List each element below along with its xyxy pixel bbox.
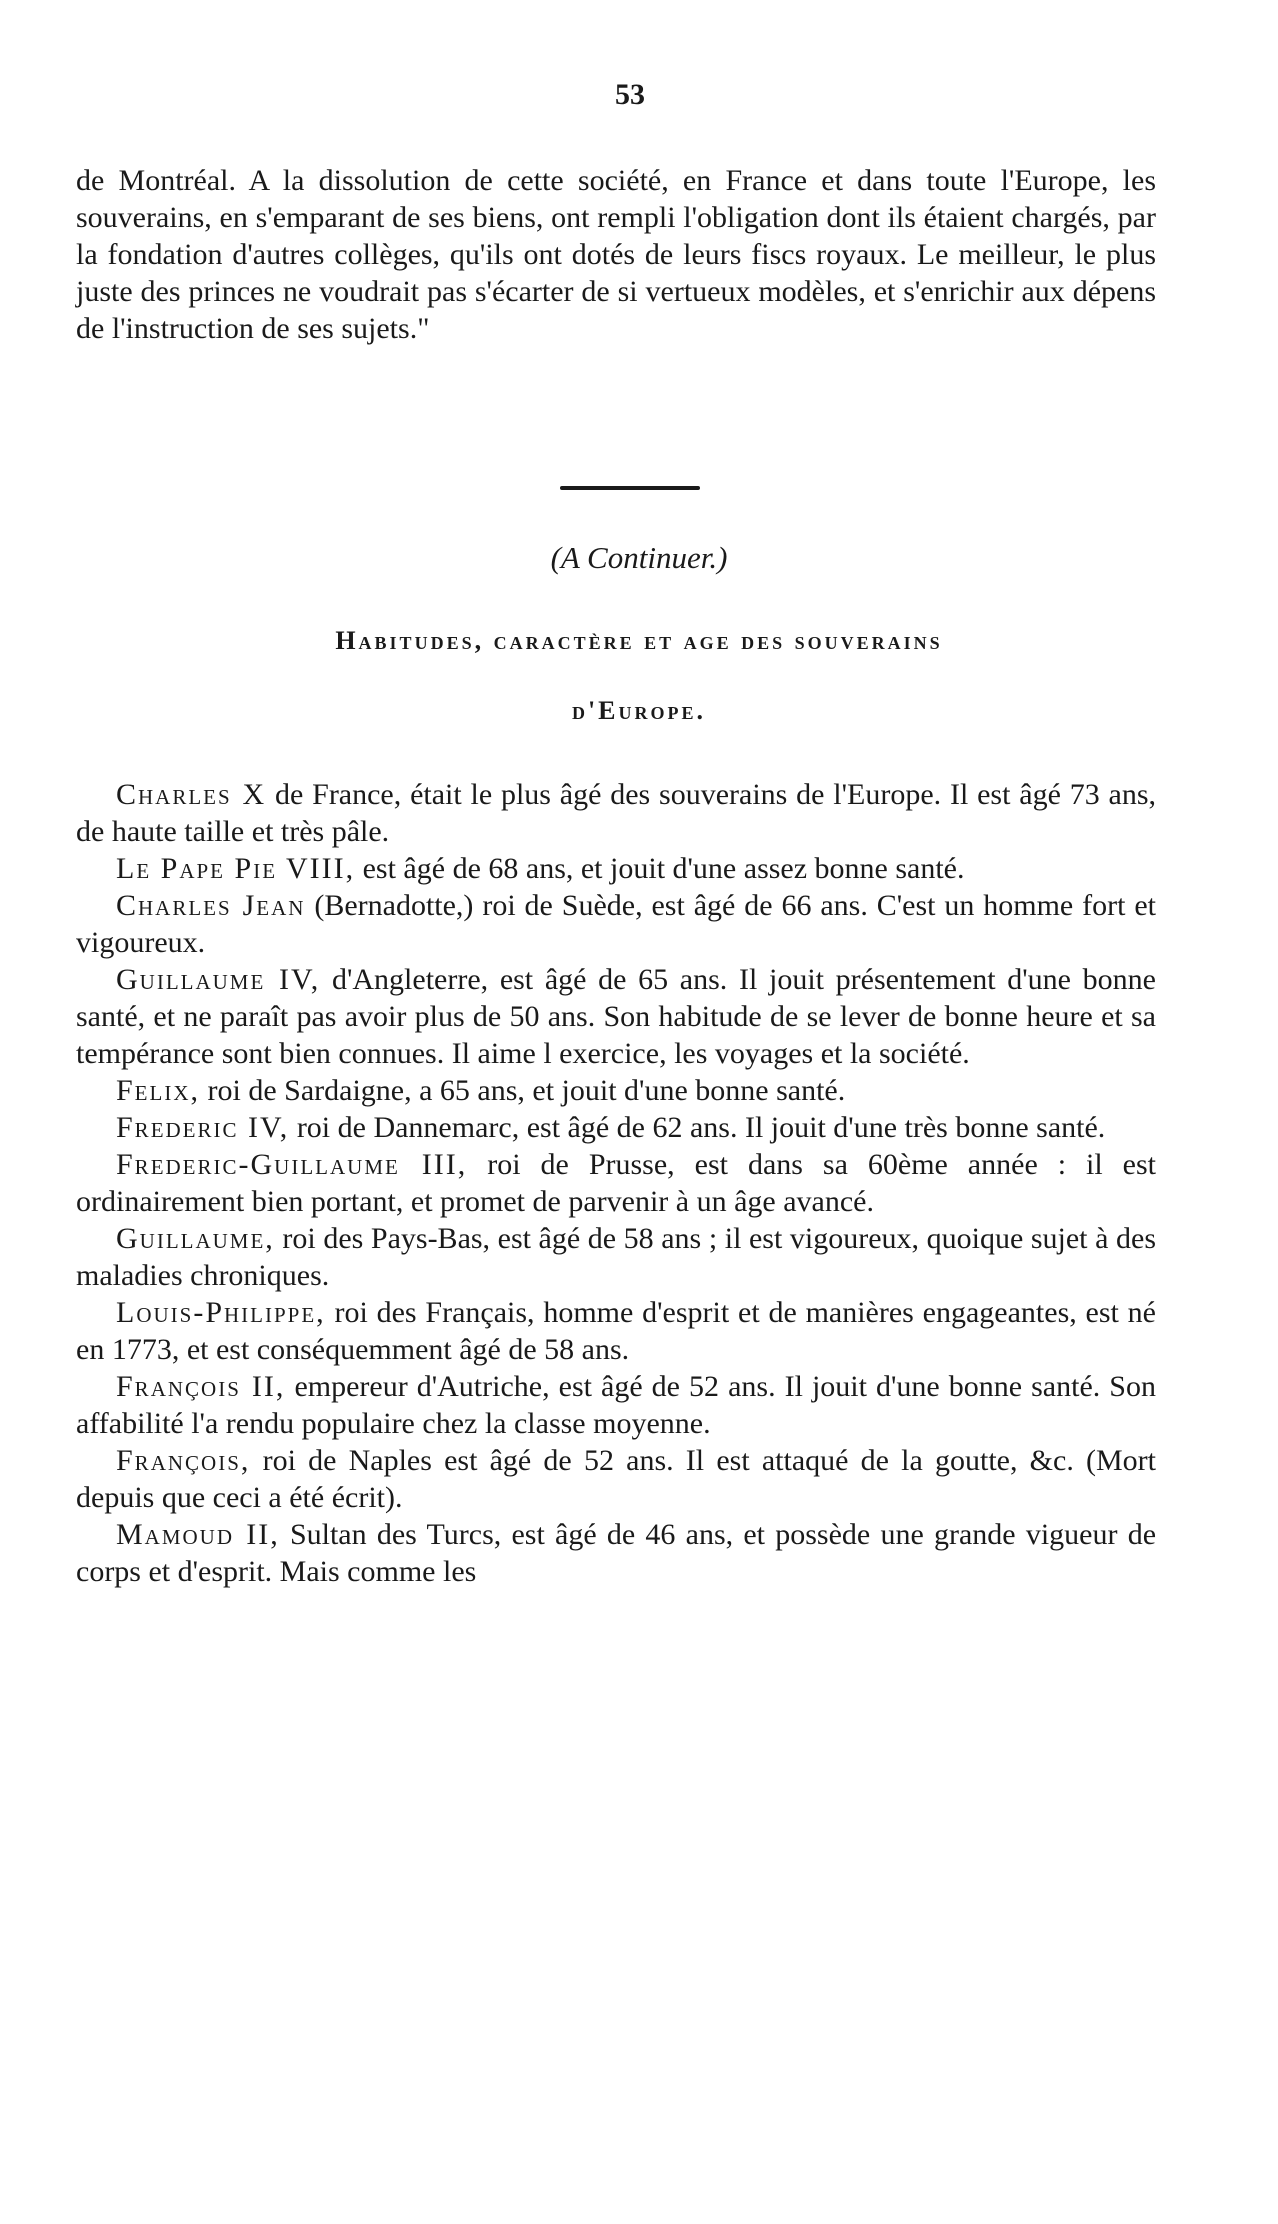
- sovereign-name: François,: [116, 1444, 251, 1477]
- sovereign-description: d'Angleterre, est âgé de 65 ans. Il jouit présentement d'une bonne santé, et ne paraît pas avoir plus de 50 ans. Son habitude de se lever de bonne heure et sa tempérance sont bien connues. Il aime l exercice, les voyages et la société.: [76, 963, 1156, 1070]
- sovereign-name: Guillaume IV,: [116, 963, 321, 996]
- sovereign-entry: [76, 1294, 1156, 1368]
- sovereign-description: roi de Dannemarc, est âgé de 62 ans. Il jouit d'une très bonne santé.: [296, 1111, 1106, 1144]
- sovereign-description: Sultan des Turcs, est âgé de 46 ans, et possède une grande vigueur de corps et d'esprit. Mais comme les: [76, 1518, 1157, 1588]
- sovereign-name: François II,: [116, 1370, 286, 1403]
- sovereign-entry: [76, 1109, 1156, 1146]
- sovereign-name: Le Pape Pie VIII,: [116, 852, 356, 885]
- sovereign-entry: [76, 1442, 1156, 1516]
- sovereign-name: Charles Jean: [116, 889, 306, 922]
- sovereign-name: Louis-Philippe,: [116, 1296, 326, 1329]
- sovereign-entry: [76, 776, 1156, 850]
- sovereign-entry: [76, 1220, 1156, 1294]
- sovereign-entry: [76, 1146, 1156, 1220]
- sovereign-entry: [76, 887, 1156, 961]
- sovereign-description: roi des Pays-Bas, est âgé de 58 ans ; il est vigoureux, quoique sujet à des maladies chroniques.: [76, 1222, 1156, 1292]
- page-number: 53: [615, 78, 645, 111]
- sovereign-name: Frederic IV,: [116, 1111, 290, 1144]
- sovereign-name: Frederic-Guillaume III,: [116, 1148, 468, 1181]
- sovereign-list: [76, 776, 1156, 1590]
- sovereign-description: empereur d'Autriche, est âgé de 52 ans. Il jouit d'une bonne santé. Son affabilité l'a rendu populaire chez la classe moyenne.: [76, 1370, 1156, 1440]
- to-be-continued-note: (A Continuer.): [550, 540, 728, 575]
- sovereign-entry: [76, 850, 1156, 887]
- sovereign-entry: [76, 1368, 1156, 1442]
- intro-text: de Montréal. A la dissolution de cette société, en France et dans toute l'Europe, les souverains, en s'emparant de ses biens, ont rempli l'obligation dont ils étaient chargés, par la fondation d'autres collèges, qu'ils ont dotés de leurs fiscs royaux. Le meilleur, le plus juste des princes ne voudrait pas s'écarter de si vertueux modèles, et s'enrichir aux dépens de l'instruction de ses sujets.": [76, 164, 1156, 345]
- sovereign-description: roi de Sardaigne, a 65 ans, et jouit d'une bonne santé.: [207, 1074, 846, 1107]
- sovereign-entry: [76, 1516, 1156, 1590]
- sovereign-description: roi de Naples est âgé de 52 ans. Il est attaqué de la goutte, &c. (Mort depuis que ceci a été écrit).: [76, 1444, 1157, 1514]
- intro-paragraph: [76, 162, 1156, 347]
- article-heading: Habitudes, caractère et age des souverains: [335, 626, 943, 655]
- sovereign-description: roi des Français, homme d'esprit et de manières engageantes, est né en 1773, et est conséquemment âgé de 58 ans.: [76, 1296, 1157, 1366]
- sovereign-entry: [76, 1072, 1156, 1109]
- sovereign-description: roi de Prusse, est dans sa 60ème année : il est ordinairement bien portant, et promet de parvenir à un âge avancé.: [76, 1148, 1157, 1218]
- sovereign-description: de France, était le plus âgé des souverains de l'Europe. Il est âgé 73 ans, de haute taille et très pâle.: [76, 778, 1157, 848]
- sovereign-name: Felix,: [116, 1074, 200, 1107]
- sovereign-description: est âgé de 68 ans, et jouit d'une assez bonne santé.: [362, 852, 965, 885]
- sovereign-name: Guillaume,: [116, 1222, 275, 1255]
- sovereign-entry: [76, 961, 1156, 1072]
- sovereign-name: Mamoud II,: [116, 1518, 280, 1551]
- section-divider: [560, 486, 700, 490]
- sovereign-name: Charles X: [116, 778, 267, 811]
- article-heading-continued: d'Europe.: [571, 696, 707, 725]
- sovereign-description: (Bernadotte,) roi de Suède, est âgé de 66 ans. C'est un homme fort et vigoureux.: [76, 889, 1157, 959]
